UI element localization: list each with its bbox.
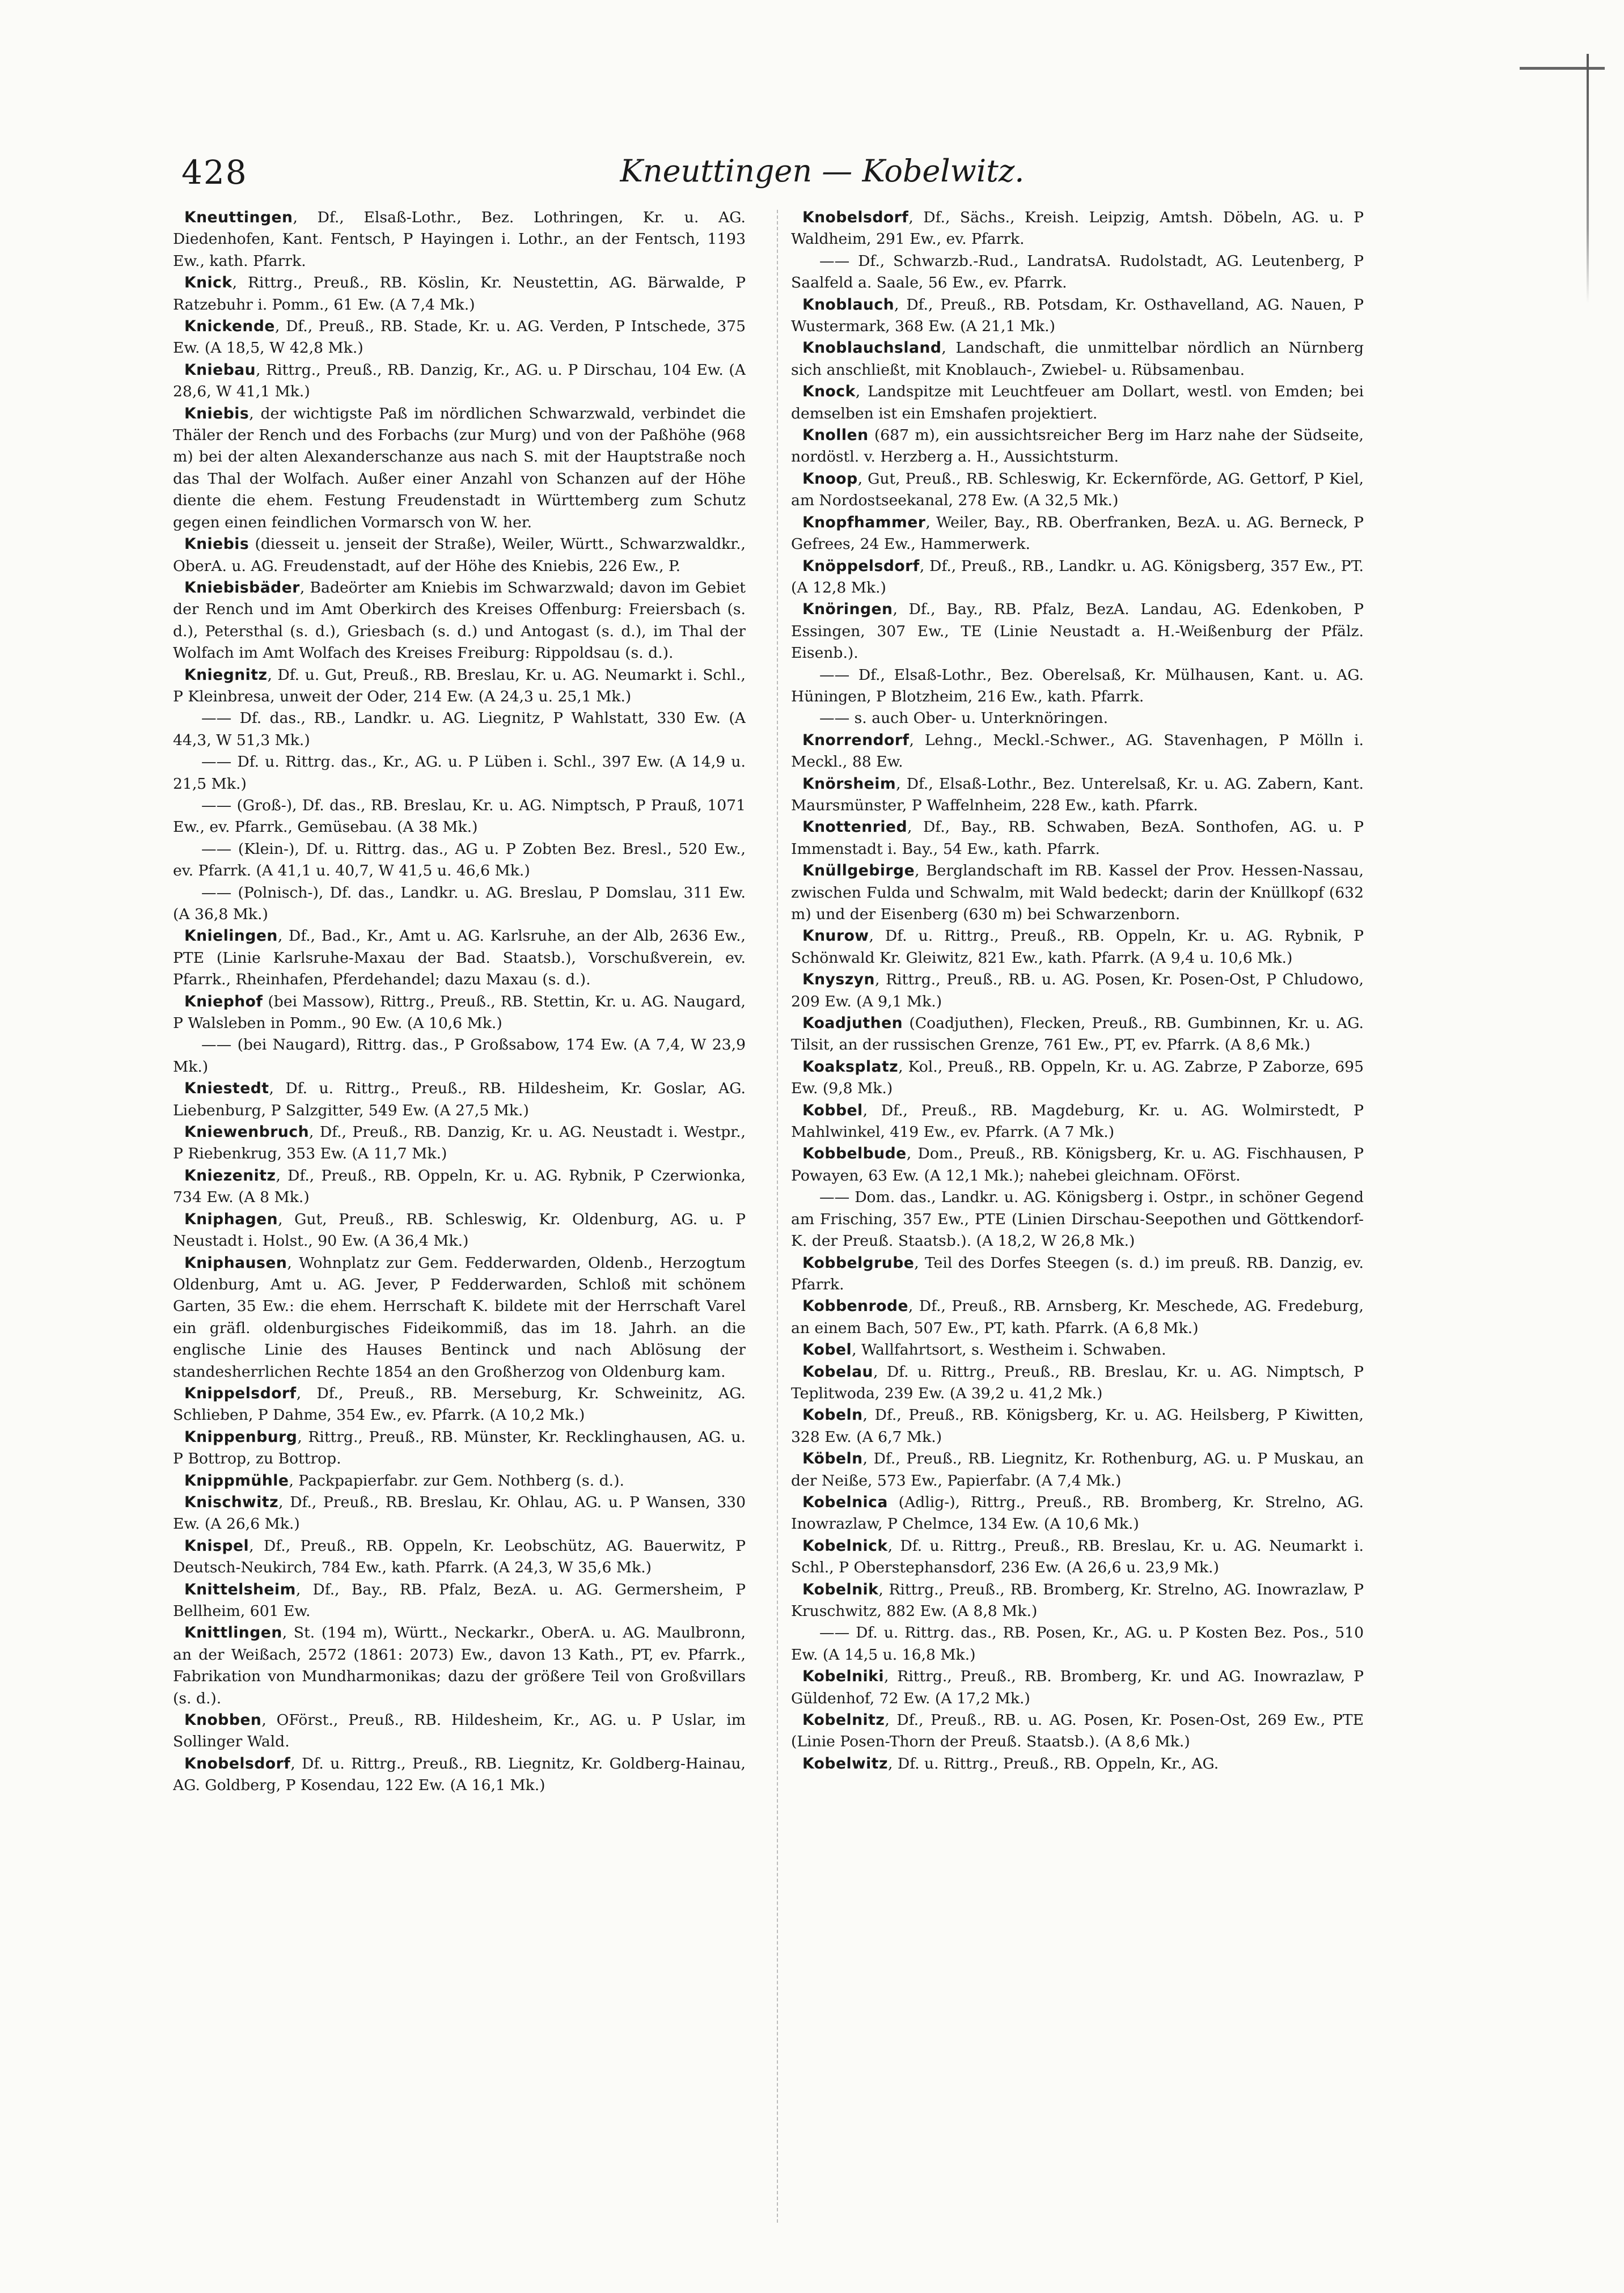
entry-keyword: Knispel: [184, 1537, 249, 1555]
entry-keyword: Kniephof: [184, 992, 263, 1010]
dictionary-entry: [791, 1143, 1364, 1187]
dictionary-entry: [791, 207, 1364, 251]
dictionary-entry: [173, 1579, 746, 1623]
entry-keyword: Köbeln: [802, 1450, 863, 1468]
dictionary-entry: [791, 1666, 1364, 1710]
entry-text: —— Dom. das., Landkr. u. AG. Königsberg i. Ostpr., in schöner Gegend am Frisching, 357 Ew., PTE (Linien Dirschau-Seepothen und Göttkendorf-K. der Preuß. Staatsb.). (A 18,2, W 26,8 Mk.): [791, 1188, 1364, 1250]
entry-keyword: Knollen: [802, 426, 869, 445]
entry-text: , Df., Preuß., RB., Landkr. u. AG. Königsberg, 357 Ew., PT. (A 12,8 Mk.): [791, 557, 1364, 596]
entry-text: , Gut, Preuß., RB. Schleswig, Kr. Eckernförde, AG. Gettorf, P Kiel, am Nordostseekanal, 278 Ew. (A 32,5 Mk.): [791, 469, 1364, 510]
dictionary-entry: [791, 251, 1364, 294]
dictionary-entry: [791, 1710, 1364, 1753]
dictionary-entry: [791, 665, 1364, 708]
entry-text: , Berglandschaft im RB. Kassel der Prov. Hessen-Nassau, zwischen Fulda und Schwalm, mit Wald bedeckt; darin der Knüllkopf (632 m) und der Eisenberg (630 m) bei Schwarzenborn.: [791, 862, 1364, 923]
right-column: [791, 207, 1364, 2248]
dictionary-entry: [173, 751, 746, 795]
column-divider: [777, 210, 778, 2223]
entry-keyword: Knöppelsdorf: [802, 557, 920, 575]
dictionary-entry: [791, 1535, 1364, 1579]
dictionary-entry: [173, 925, 746, 991]
dictionary-entry: [173, 272, 746, 316]
dictionary-entry: [791, 294, 1364, 338]
left-column: [173, 207, 746, 2248]
entry-text: , Df. u. Rittrg., Preuß., RB. Hildesheim, Kr. Goslar, AG. Liebenburg, P Salzgitter, 549 Ew. (A 27,5 Mk.): [173, 1080, 746, 1119]
dictionary-entry: [791, 512, 1364, 556]
entry-text: —— s. auch Ober- u. Unterknöringen.: [819, 709, 1109, 727]
entry-text: —— Df., Elsaß-Lothr., Bez. Oberelsaß, Kr. Mülhausen, Kant. u. AG. Hüningen, P Blotzheim, 216 Ew., kath. Pfarrk.: [791, 666, 1364, 705]
dictionary-entry: [791, 1187, 1364, 1252]
entry-text: (Adlig-), Rittrg., Preuß., RB. Bromberg, Kr. Strelno, AG. Inowrazlaw, P Chelmce, 134 Ew. (A 10,6 Mk.): [791, 1493, 1364, 1533]
entry-text: (687 m), ein aussichtsreicher Berg im Harz nahe der Südseite, nordöstl. v. Herzberg a. H., Aussichtsturm.: [791, 426, 1364, 466]
dictionary-entry: [791, 1296, 1364, 1339]
entry-keyword: Kobelwitz: [802, 1754, 888, 1772]
entry-text: , Weiler, Bay., RB. Oberfranken, BezA. u. AG. Berneck, P Gefrees, 24 Ew., Hammerwerk.: [791, 513, 1364, 553]
entry-keyword: Koadjuthen: [802, 1014, 903, 1033]
dictionary-entry: [173, 1122, 746, 1165]
dictionary-entry: [173, 708, 746, 751]
entry-text: , Rittrg., Preuß., RB. Bromberg, Kr. Strelno, AG. Inowrazlaw, P Kruschwitz, 882 Ew. (A 8,8 Mk.): [791, 1580, 1364, 1620]
dictionary-entry: [173, 1710, 746, 1753]
entry-keyword: Knoblauch: [802, 295, 895, 314]
entry-keyword: Kniphausen: [184, 1254, 287, 1272]
entry-text: , Teil des Dorfes Steegen (s. d.) im preuß. RB. Danzig, ev. Pfarrk.: [791, 1254, 1364, 1293]
entry-keyword: Kobbel: [802, 1101, 863, 1119]
entry-text: , Df., Preuß., RB. Stade, Kr. u. AG. Verden, P Intschede, 375 Ew. (A 18,5, W 42,8 Mk.): [173, 318, 746, 357]
entry-text: , Df., Preuß., RB. u. AG. Posen, Kr. Posen-Ost, 269 Ew., PTE (Linie Posen-Thorn der Preuß. Staatsb.). (A 8,6 Mk.): [791, 1711, 1364, 1751]
entry-text: , Df., Preuß., RB. Arnsberg, Kr. Meschede, AG. Fredeburg, an einem Bach, 507 Ew., PT, kath. Pfarrk. (A 6,8 Mk.): [791, 1297, 1364, 1337]
entry-keyword: Kobbenrode: [802, 1297, 908, 1315]
entry-keyword: Knippenburg: [184, 1428, 298, 1446]
dictionary-entry: [173, 207, 746, 272]
entry-text: , Df., Preuß., RB. Königsberg, Kr. u. AG. Heilsberg, P Kiwitten, 328 Ew. (A 6,7 Mk.): [791, 1406, 1364, 1446]
dictionary-entry: [791, 925, 1364, 969]
page-header: [181, 153, 1372, 204]
entry-text: , Df., Preuß., RB. Magdeburg, Kr. u. AG. Wolmirstedt, P Mahlwinkel, 419 Ew., ev. Pfarrk. (A 7 Mk.): [791, 1101, 1364, 1141]
entry-text: —— Df., Schwarzb.-Rud., LandratsA. Rudolstadt, AG. Leutenberg, P Saalfeld a. Saale, 56 Ew., ev. Pfarrk.: [791, 252, 1364, 292]
entry-text: , Df., Preuß., RB. Oppeln, Kr. Leobschütz, AG. Bauerwitz, P Deutsch-Neukirch, 784 Ew., kath. Pfarrk. (A 24,3, W 35,6 Mk.): [173, 1537, 746, 1577]
scan-edge-tick: [1520, 67, 1605, 70]
dictionary-entry: [173, 795, 746, 839]
entry-keyword: Knielingen: [184, 927, 278, 945]
dictionary-entry: [791, 708, 1364, 729]
dictionary-entry: [173, 403, 746, 534]
entry-text: , Lehng., Meckl.-Schwer., AG. Stavenhagen, P Mölln i. Meckl., 88 Ew.: [791, 731, 1364, 771]
entry-text: , Df., Preuß., RB. Danzig, Kr. u. AG. Neustadt i. Westpr., P Riebenkrug, 353 Ew. (A 11,7 Mk.): [173, 1123, 746, 1163]
entry-text: , Df., Bay., RB. Pfalz, BezA. u. AG. Germersheim, P Bellheim, 601 Ew.: [173, 1580, 746, 1620]
entry-keyword: Knippmühle: [184, 1471, 289, 1490]
dictionary-entry: [791, 1579, 1364, 1623]
dictionary-entry: [173, 1165, 746, 1209]
entry-text: —— Df. das., RB., Landkr. u. AG. Liegnitz, P Wahlstatt, 330 Ew. (A 44,3, W 51,3 Mk.): [173, 709, 746, 749]
entry-text: , Landspitze mit Leuchtfeuer am Dollart, westl. von Emden; bei demselben ist ein Emshafen projektiert.: [791, 383, 1364, 422]
entry-keyword: Kobbelbude: [802, 1145, 907, 1163]
entry-text: , Df., Bay., RB. Pfalz, BezA. Landau, AG. Edenkoben, P Essingen, 307 Ew., TE (Linie Neustadt a. H.-Weißenburg der Pfälz. Eisenb.).: [791, 600, 1364, 662]
entry-keyword: Knöringen: [802, 600, 893, 619]
dictionary-entry: [173, 1753, 746, 1797]
dictionary-entry: [791, 1253, 1364, 1296]
entry-text: , Packpapierfabr. zur Gem. Nothberg (s. d.).: [289, 1471, 624, 1490]
dictionary-entry: [791, 1056, 1364, 1100]
entry-text: , Rittrg., Preuß., RB. Danzig, Kr., AG. u. P Dirschau, 104 Ew. (A 28,6, W 41,1 Mk.): [173, 361, 746, 401]
dictionary-entry: [173, 534, 746, 577]
entry-keyword: Kobelnick: [802, 1537, 888, 1555]
entry-text: , Df. u. Rittrg., Preuß., RB. Breslau, Kr. u. AG. Nimptsch, P Teplitwoda, 239 Ew. (A 39,2 u. 41,2 Mk.): [791, 1363, 1364, 1402]
entry-keyword: Kniebau: [184, 361, 256, 379]
entry-keyword: Kniewenbruch: [184, 1123, 310, 1141]
entry-text: , Rittrg., Preuß., RB. Bromberg, Kr. und AG. Inowrazlaw, P Güldenhof, 72 Ew. (A 17,2 Mk.): [791, 1668, 1364, 1707]
entry-keyword: Kobeln: [802, 1406, 863, 1424]
entry-keyword: Knobben: [184, 1711, 262, 1729]
entry-text: , Rittrg., Preuß., RB. Köslin, Kr. Neustettin, AG. Bärwalde, P Ratzebuhr i. Pomm., 61 Ew. (A 7,4 Mk.): [173, 274, 746, 314]
entry-keyword: Knischwitz: [184, 1493, 279, 1511]
dictionary-entry: [173, 359, 746, 403]
entry-text: , Df., Sächs., Kreish. Leipzig, Amtsh. Döbeln, AG. u. P Waldheim, 291 Ew., ev. Pfarrk.: [791, 209, 1364, 248]
dictionary-entry: [173, 316, 746, 359]
entry-keyword: Kobelau: [802, 1363, 873, 1381]
entry-keyword: Knopfhammer: [802, 513, 926, 531]
entry-text: —— (bei Naugard), Rittrg. das., P Großsabow, 174 Ew. (A 7,4, W 23,9 Mk.): [173, 1036, 746, 1076]
dictionary-entry: [791, 969, 1364, 1013]
dictionary-entry: [791, 730, 1364, 773]
entry-text: , Df. u. Rittrg., Preuß., RB. Liegnitz, Kr. Goldberg-Hainau, AG. Goldberg, P Kosendau, 122 Ew. (A 16,1 Mk.): [173, 1754, 746, 1795]
dictionary-entry: [173, 1470, 746, 1492]
dictionary-entry: [791, 1339, 1364, 1361]
entry-text: —— (Klein-), Df. u. Rittrg. das., AG u. P Zobten Bez. Bresl., 520 Ew., ev. Pfarrk. (A 41,1 u. 40,7, W 41,5 u. 46,6 Mk.): [173, 840, 746, 880]
entry-keyword: Knickende: [184, 318, 275, 336]
entry-keyword: Kneuttingen: [184, 209, 293, 226]
dictionary-entry: [791, 773, 1364, 817]
dictionary-entry: [791, 1404, 1364, 1448]
entry-keyword: Kniebisbäder: [184, 578, 300, 596]
entry-keyword: Knüllgebirge: [802, 862, 915, 880]
entry-keyword: Knobelsdorf: [184, 1754, 291, 1772]
entry-text: , Badeörter am Kniebis im Schwarzwald; davon im Gebiet der Rench und im Amt Oberkirch des Kreises Offenburg: Freiersbach (s. d.), Petersthal (s. d.), Griesbach (s. d.) und Antogast (s. d.), im Thal der Wolfach im Amt Wolfach des Kreises Freiburg: Rippoldsau (s. d.).: [173, 578, 746, 662]
entry-text: , Df., Preuß., RB. Merseburg, Kr. Schweinitz, AG. Schlieben, P Dahme, 354 Ew., ev. Pfarrk. (A 10,2 Mk.): [173, 1384, 746, 1424]
entry-text: , Wohnplatz zur Gem. Fedderwarden, Oldenb., Herzogtum Oldenburg, Amt u. AG. Jever, P Fedderwarden, Schloß mit schönem Garten, 35 Ew.: die ehem. Herrschaft K. bildete mit der Herrschaft Varel ein gräfl. oldenburgisches Fideikommiß, das im 18. Jahrh. an die englische Linie des Hauses Bentinck und nach Ablösung der standesherrlichen Rechte 1854 an den Großherzog von Oldenburg kam.: [173, 1254, 746, 1381]
entry-text: (diesseit u. jenseit der Straße), Weiler, Württ., Schwarzwaldkr., OberA. u. AG. Freudenstadt, auf der Höhe des Kniebis, 226 Ew., P.: [173, 535, 746, 575]
page-number: 428: [181, 153, 248, 192]
dictionary-entry: [791, 1753, 1364, 1775]
entry-keyword: Knoblauchsland: [802, 339, 942, 357]
entry-text: (Coadjuthen), Flecken, Preuß., RB. Gumbinnen, Kr. u. AG. Tilsit, an der russischen Grenze, 761 Ew., PT, ev. Pfarrk. (A 8,6 Mk.): [791, 1014, 1364, 1054]
dictionary-entry: [791, 337, 1364, 381]
entry-text: , OFörst., Preuß., RB. Hildesheim, Kr., AG. u. P Uslar, im Sollinger Wald.: [173, 1711, 746, 1751]
dictionary-entry: [173, 882, 746, 926]
entry-text: , Wallfahrtsort, s. Westheim i. Schwaben.: [852, 1341, 1166, 1359]
entry-keyword: Knittelsheim: [184, 1580, 296, 1598]
dictionary-entry: [791, 599, 1364, 664]
dictionary-entry: [791, 381, 1364, 425]
entry-keyword: Knyszyn: [802, 971, 875, 989]
entry-keyword: Kobelniki: [802, 1668, 884, 1686]
dictionary-entry: [173, 665, 746, 708]
entry-text: , Landschaft, die unmittelbar nördlich an Nürnberg sich anschließt, mit Knoblauch-, Zwiebel- u. Rübsamenbau.: [791, 339, 1364, 379]
entry-text: , Df. u. Rittrg., Preuß., RB. Oppeln, Kr., AG.: [887, 1754, 1219, 1772]
entry-text: , der wichtigste Paß im nördlichen Schwarzwald, verbindet die Thäler der Rench und des Forbachs (zur Murg) und von der Paßhöhe (968 m) bei der alten Alexanderschanze aus nach S. mit der Hauptstraße noch das Thal der Wolfach. Außer einer Anzahl von Schanzen auf der Höhe diente die ehem. Festung Freudenstadt in Württemberg zum Schutz gegen einen feindlichen Vormarsch von W. her.: [173, 404, 746, 531]
entry-text: , Df., Preuß., RB. Breslau, Kr. Ohlau, AG. u. P Wansen, 330 Ew. (A 26,6 Mk.): [173, 1493, 746, 1533]
entry-text: , Rittrg., Preuß., RB. u. AG. Posen, Kr. Posen-Ost, P Chludowo, 209 Ew. (A 9,1 Mk.): [791, 971, 1364, 1010]
dictionary-entry: [791, 860, 1364, 925]
scan-edge-line: [1587, 54, 1589, 303]
dictionary-entry: [173, 577, 746, 665]
entry-text: , Rittrg., Preuß., RB. Münster, Kr. Recklinghausen, AG. u. P Bottrop, zu Bottrop.: [173, 1428, 746, 1468]
dictionary-entry: [173, 1492, 746, 1535]
running-head: Kneuttingen — Kobelwitz.: [620, 153, 1025, 189]
dictionary-entry: [791, 1361, 1364, 1405]
dictionary-entry: [173, 839, 746, 882]
entry-text: , St. (194 m), Württ., Neckarkr., OberA. u. AG. Maulbronn, an der Weißach, 2572 (1861: 2073) Ew., davon 13 Kath., PT, ev. Pfarrk., Fabrikation von Mundharmonikas; dazu der größere Teil von Großvillars (s. d.).: [173, 1624, 746, 1707]
entry-keyword: Kniegnitz: [184, 666, 268, 684]
entry-text: —— (Polnisch-), Df. das., Landkr. u. AG. Breslau, P Domslau, 311 Ew. (A 36,8 Mk.): [173, 883, 746, 923]
entry-text: , Df., Bay., RB. Schwaben, BezA. Sonthofen, AG. u. P Immenstadt i. Bay., 54 Ew., kath. Pfarrk.: [791, 818, 1364, 858]
dictionary-entry: [173, 991, 746, 1035]
entry-text: —— Df. u. Rittrg. das., RB. Posen, Kr., AG. u. P Kosten Bez. Pos., 510 Ew. (A 14,5 u. 16,8 Mk.): [791, 1624, 1364, 1664]
entry-keyword: Knurow: [802, 927, 869, 945]
entry-keyword: Knorrendorf: [802, 731, 910, 749]
entry-keyword: Kobel: [802, 1341, 852, 1359]
dictionary-entry: [791, 1448, 1364, 1492]
entry-keyword: Knobelsdorf: [802, 209, 909, 226]
entry-text: —— Df. u. Rittrg. das., Kr., AG. u. P Lüben i. Schl., 397 Ew. (A 14,9 u. 21,5 Mk.): [173, 753, 746, 793]
entry-text: —— (Groß-), Df. das., RB. Breslau, Kr. u. AG. Nimptsch, P Prauß, 1071 Ew., ev. Pfarrk., Gemüsebau. (A 38 Mk.): [173, 796, 746, 836]
entry-text: , Df. u. Gut, Preuß., RB. Breslau, Kr. u. AG. Neumarkt i. Schl., P Kleinbresa, unweit der Oder, 214 Ew. (A 24,3 u. 25,1 Mk.): [173, 666, 746, 705]
dictionary-entry: [791, 556, 1364, 599]
entry-keyword: Knittlingen: [184, 1624, 282, 1642]
entry-keyword: Kobelnitz: [802, 1711, 885, 1729]
dictionary-entry: [173, 1078, 746, 1122]
dictionary-entry: [173, 1427, 746, 1470]
dictionary-entry: [173, 1622, 746, 1710]
entry-keyword: Knick: [184, 274, 232, 292]
entry-text: , Df. u. Rittrg., Preuß., RB. Oppeln, Kr. u. AG. Rybnik, P Schönwald Kr. Gleiwitz, 821 Ew., kath. Pfarrk. (A 9,4 u. 10,6 Mk.): [791, 927, 1364, 967]
entry-text: , Df., Elsaß-Lothr., Bez. Unterelsaß, Kr. u. AG. Zabern, Kant. Maursmünster, P Waffelnheim, 228 Ew., kath. Pfarrk.: [791, 775, 1364, 814]
entry-text: , Df., Preuß., RB. Liegnitz, Kr. Rothenburg, AG. u. P Muskau, an der Neiße, 573 Ew., Papierfabr. (A 7,4 Mk.): [791, 1450, 1364, 1490]
entry-text: , Gut, Preuß., RB. Schleswig, Kr. Oldenburg, AG. u. P Neustadt i. Holst., 90 Ew. (A 36,4 Mk.): [173, 1210, 746, 1250]
entry-keyword: Kniezenitz: [184, 1166, 276, 1184]
dictionary-entry: [791, 1013, 1364, 1056]
entry-text: , Df., Bad., Kr., Amt u. AG. Karlsruhe, an der Alb, 2636 Ew., PTE (Linie Karlsruhe-Maxau der Bad. Staatsb.), Vorschußverein, ev. Pfarrk., Rheinhafen, Pferdehandel; dazu Maxau (s. d.).: [173, 927, 746, 989]
entry-keyword: Kniebis: [184, 535, 249, 553]
entry-text: , Df., Elsaß-Lothr., Bez. Lothringen, Kr. u. AG. Diedenhofen, Kant. Fentsch, P Hayingen i. Lothr., an der Fentsch, 1193 Ew., kath. Pfarrk.: [173, 209, 746, 270]
entry-keyword: Kobbelgrube: [802, 1254, 915, 1272]
entry-text: , Df., Preuß., RB. Oppeln, Kr. u. AG. Rybnik, P Czerwionka, 734 Ew. (A 8 Mk.): [173, 1166, 746, 1207]
entry-keyword: Knoop: [802, 469, 858, 488]
dictionary-entry: [173, 1034, 746, 1078]
dictionary-entry: [791, 425, 1364, 468]
dictionary-entry: [791, 816, 1364, 860]
entry-keyword: Knippelsdorf: [184, 1384, 297, 1402]
entry-keyword: Kniphagen: [184, 1210, 278, 1228]
entry-text: , Dom., Preuß., RB. Königsberg, Kr. u. AG. Fischhausen, P Powayen, 63 Ew. (A 12,1 Mk.); nahebei gleichnam. OFörst.: [791, 1145, 1364, 1184]
entry-text: , Df., Preuß., RB. Potsdam, Kr. Osthavelland, AG. Nauen, P Wustermark, 368 Ew. (A 21,1 Mk.): [791, 295, 1364, 336]
entry-keyword: Koaksplatz: [802, 1057, 899, 1076]
entry-keyword: Kobelnica: [802, 1493, 888, 1511]
dictionary-entry: [173, 1535, 746, 1579]
entry-text: , Df. u. Rittrg., Preuß., RB. Breslau, Kr. u. AG. Neumarkt i. Schl., P Oberstephansdorf, 236 Ew. (A 26,6 u. 23,9 Mk.): [791, 1537, 1364, 1577]
entry-keyword: Kniebis: [184, 404, 249, 422]
dictionary-entry: [791, 1100, 1364, 1144]
entry-keyword: Knottenried: [802, 818, 908, 836]
entry-text: , Kol., Preuß., RB. Oppeln, Kr. u. AG. Zabrze, P Zaborze, 695 Ew. (9,8 Mk.): [791, 1057, 1364, 1098]
dictionary-entry: [173, 1209, 746, 1253]
dictionary-entry: [173, 1383, 746, 1427]
dictionary-entry: [791, 1622, 1364, 1666]
entry-keyword: Kniestedt: [184, 1080, 269, 1098]
dictionary-entry: [791, 468, 1364, 512]
dictionary-entry: [791, 1492, 1364, 1535]
entry-text: (bei Massow), Rittrg., Preuß., RB. Stettin, Kr. u. AG. Naugard, P Walsleben in Pomm., 90 Ew. (A 10,6 Mk.): [173, 992, 746, 1033]
entry-keyword: Knock: [802, 383, 856, 401]
entry-keyword: Knörsheim: [802, 775, 896, 793]
dictionary-entry: [173, 1253, 746, 1383]
entry-keyword: Kobelnik: [802, 1580, 879, 1598]
